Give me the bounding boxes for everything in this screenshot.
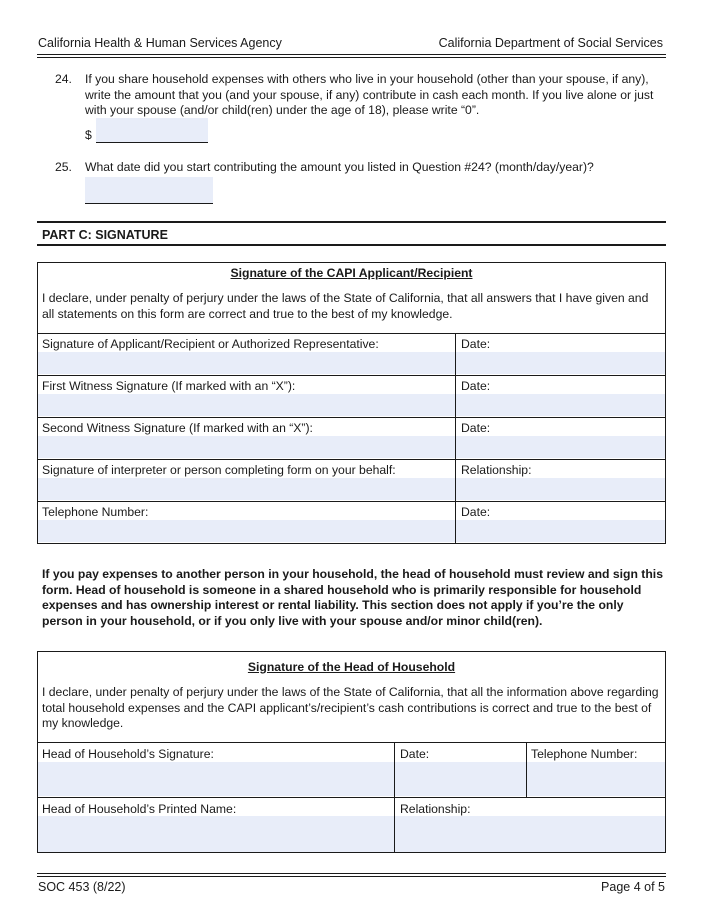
hoh-signature-field[interactable]	[38, 762, 394, 796]
row-divider	[37, 459, 666, 460]
row-divider	[37, 501, 666, 502]
part-c-bottom-rule	[37, 244, 666, 246]
row-divider	[37, 797, 666, 798]
first-witness-field[interactable]	[38, 394, 455, 416]
hoh-telephone-field[interactable]	[527, 762, 665, 796]
part-c-top-rule	[37, 221, 666, 223]
row-divider	[37, 333, 666, 334]
row-divider	[37, 417, 666, 418]
row-divider	[37, 742, 666, 743]
header-rule	[37, 54, 666, 55]
first-witness-date-field[interactable]	[456, 394, 665, 416]
hoh-notice: If you pay expenses to another person in your household, the head of household must review and sign this form. Head of household is someone in a shared household who is primarily responsible for household expenses and has ownership interest or rental liability. This section does not apply if you’re the only person in your household, or if you only live with your spouse and/or minor child(ren).	[42, 567, 663, 628]
q25-number: 25.	[55, 160, 72, 174]
second-witness-date-field[interactable]	[456, 436, 665, 458]
telephone-field[interactable]	[38, 520, 455, 542]
row-divider	[37, 375, 666, 376]
agency-header: California Health & Human Services Agency	[38, 36, 282, 50]
hoh-relationship-field[interactable]	[395, 816, 665, 852]
department-header: California Department of Social Services	[438, 36, 663, 50]
q24-number: 24.	[55, 72, 72, 86]
applicant-signature-label: Signature of Applicant/Recipient or Authorized Representative:	[42, 337, 379, 351]
q24-underline	[96, 142, 208, 143]
hoh-box-title: Signature of the Head of Household	[247, 660, 456, 674]
footer-rule-2	[37, 876, 666, 877]
hoh-printed-name-field[interactable]	[38, 816, 394, 852]
hoh-telephone-label: Telephone Number:	[531, 747, 638, 761]
interpreter-relationship-label: Relationship:	[461, 463, 532, 477]
first-witness-date-label: Date:	[461, 379, 491, 393]
interpreter-relationship-field[interactable]	[456, 478, 665, 500]
applicant-declaration: I declare, under penalty of perjury under the laws of the State of California, that all answers that I have given and all statements on this form are correct and true to the best of my knowledge.	[42, 291, 649, 321]
form-number: SOC 453 (8/22)	[38, 880, 126, 894]
telephone-date-field[interactable]	[456, 520, 665, 542]
applicant-date-label: Date:	[461, 337, 491, 351]
hoh-date-label: Date:	[400, 747, 430, 761]
hoh-declaration: I declare, under penalty of perjury under the laws of the State of California, that all the information above regarding total household expenses and the CAPI applicant’s/recipient’s cash contributions is correct and true to the best of my knowledge.	[42, 685, 659, 730]
q25-underline	[85, 203, 213, 204]
footer-rule	[37, 873, 666, 874]
q24-amount-field[interactable]	[96, 118, 208, 142]
hoh-date-field[interactable]	[395, 762, 526, 796]
interpreter-label: Signature of interpreter or person completing form on your behalf:	[42, 463, 396, 477]
applicant-box-title: Signature of the CAPI Applicant/Recipient	[230, 266, 473, 280]
hoh-relationship-label: Relationship:	[400, 802, 471, 816]
part-c-title: PART C: SIGNATURE	[42, 228, 168, 242]
applicant-signature-field[interactable]	[38, 352, 455, 374]
second-witness-label: Second Witness Signature (If marked with an “X”):	[42, 421, 313, 435]
q25-text: What date did you start contributing the amount you listed in Question #24? (month/day/year)?	[85, 160, 594, 174]
hoh-printed-name-label: Head of Household’s Printed Name:	[42, 802, 237, 816]
q24-text: If you share household expenses with others who live in your household (other than your spouse, if any), write the amount that you (and your spouse, if any) contribute in cash each month. If you live alone or just with your spouse (and/or child(ren) under the age of 18), please write “0”.	[85, 72, 654, 117]
first-witness-label: First Witness Signature (If marked with an “X”):	[42, 379, 296, 393]
second-witness-field[interactable]	[38, 436, 455, 458]
q25-date-field[interactable]	[85, 177, 213, 203]
q24-currency: $	[85, 128, 92, 142]
interpreter-signature-field[interactable]	[38, 478, 455, 500]
applicant-date-field[interactable]	[456, 352, 665, 374]
page-number: Page 4 of 5	[601, 880, 665, 894]
telephone-label: Telephone Number:	[42, 505, 149, 519]
header-rule-2	[37, 57, 666, 58]
telephone-date-label: Date:	[461, 505, 491, 519]
second-witness-date-label: Date:	[461, 421, 491, 435]
hoh-signature-label: Head of Household’s Signature:	[42, 747, 214, 761]
